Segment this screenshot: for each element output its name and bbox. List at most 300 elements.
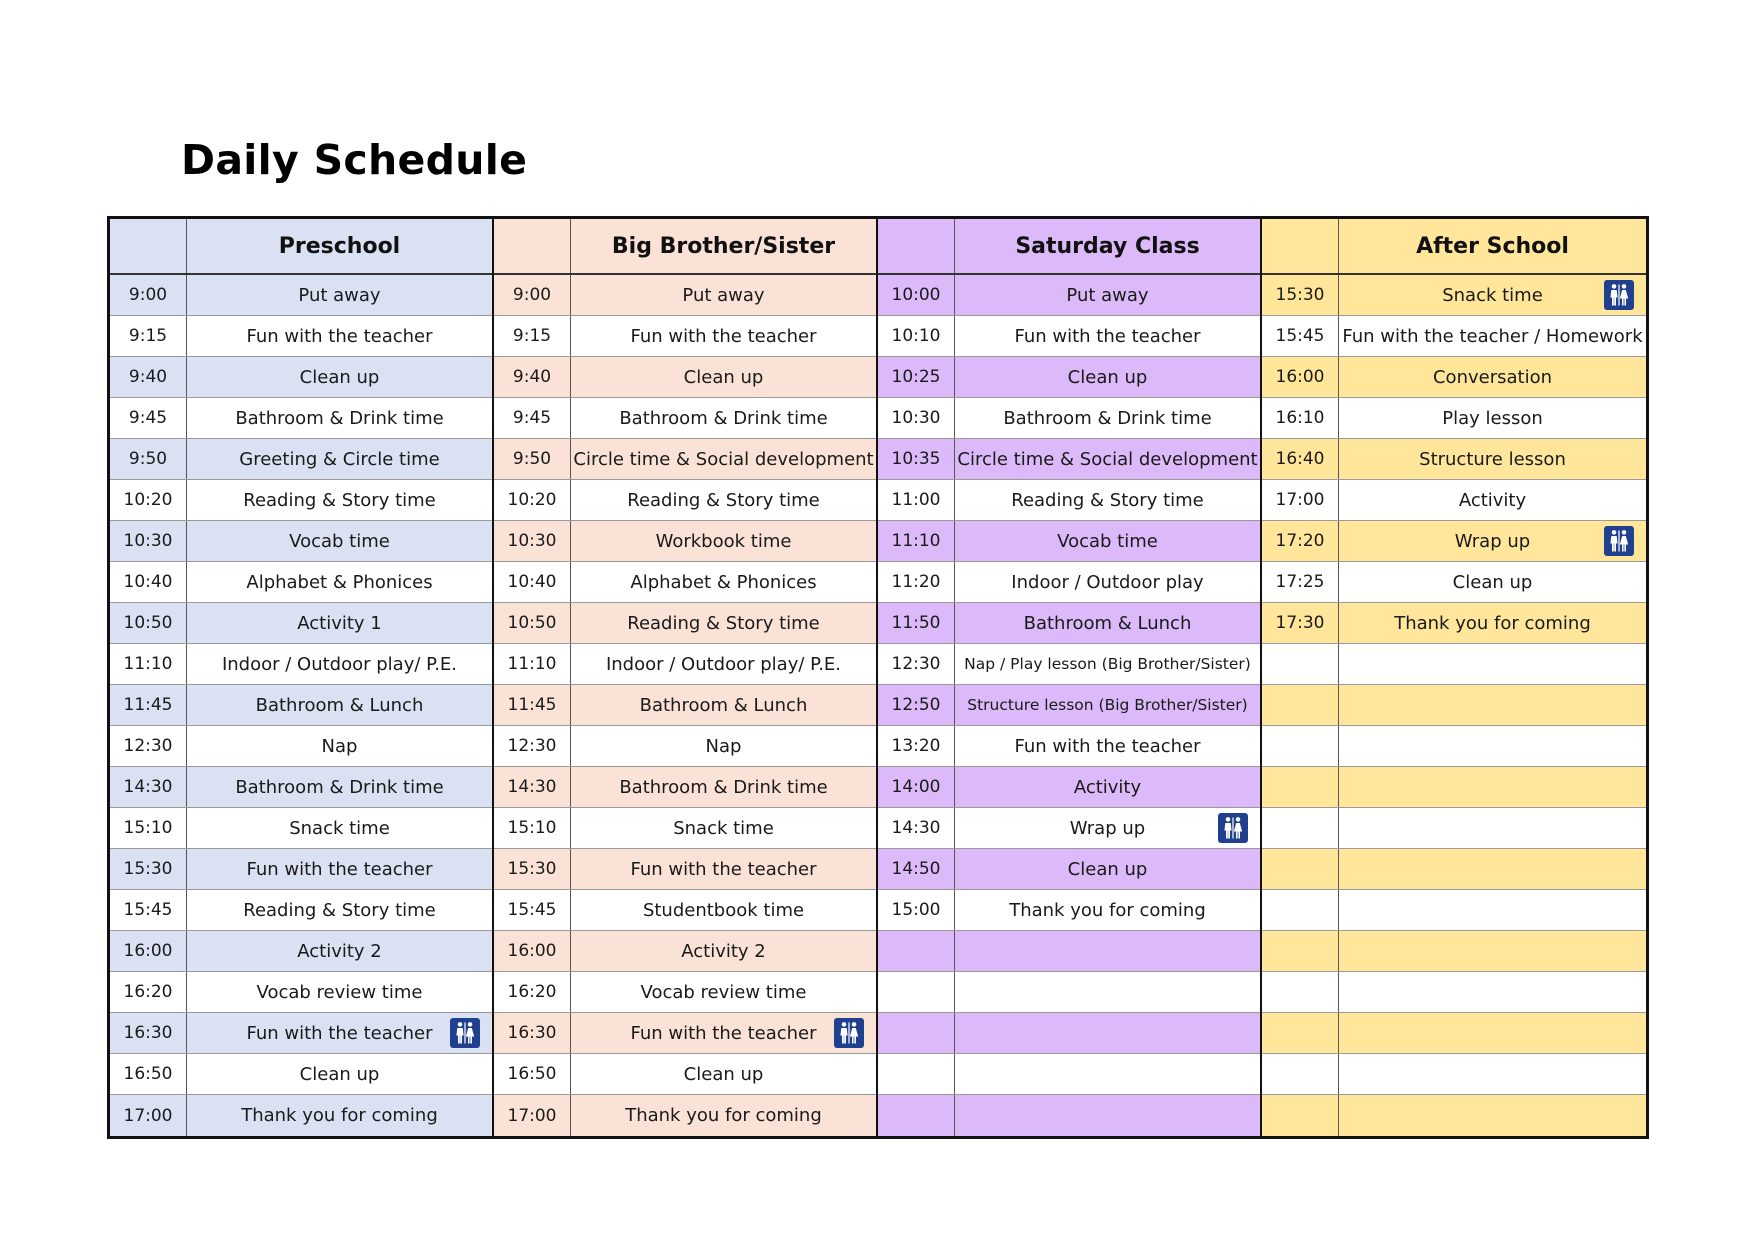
schedule-row	[1262, 521, 1646, 562]
activity-label: Vocab review time	[256, 981, 423, 1003]
time-cell: 10:30	[110, 521, 187, 561]
activity-cell	[571, 1095, 876, 1136]
section-title: After School	[1416, 233, 1569, 259]
activity-label: Bathroom & Drink time	[619, 407, 828, 429]
activity-label: Clean up	[1067, 366, 1148, 388]
time-cell	[878, 1095, 955, 1136]
page-title: Daily Schedule	[181, 136, 528, 184]
activity-cell	[955, 357, 1260, 397]
schedule-row	[494, 439, 876, 480]
schedule-row	[878, 767, 1260, 808]
activity-cell	[187, 685, 492, 725]
activity-label: Bathroom & Lunch	[255, 694, 424, 716]
schedule-row	[878, 972, 1260, 1013]
time-cell: 9:40	[494, 357, 571, 397]
schedule-row	[1262, 439, 1646, 480]
activity-label: Snack time	[1442, 284, 1543, 306]
time-cell: 12:50	[878, 685, 955, 725]
activity-cell	[1339, 562, 1646, 602]
activity-cell	[955, 849, 1260, 889]
schedule-row	[1262, 849, 1646, 890]
time-cell: 16:50	[110, 1054, 187, 1094]
restroom-icon	[834, 1018, 864, 1048]
activity-label: Conversation	[1432, 366, 1552, 388]
activity-cell	[955, 480, 1260, 520]
activity-cell	[1339, 767, 1646, 807]
activity-cell	[955, 1013, 1260, 1053]
activity-label: Structure lesson (Big Brother/Sister)	[967, 696, 1248, 714]
schedule-row	[494, 972, 876, 1013]
activity-label: Activity	[1458, 489, 1527, 511]
activity-cell	[1339, 1095, 1646, 1136]
activity-cell	[1339, 849, 1646, 889]
activity-cell	[187, 603, 492, 643]
activity-cell	[187, 562, 492, 602]
time-cell: 15:45	[110, 890, 187, 930]
activity-cell	[571, 398, 876, 438]
time-cell: 15:45	[494, 890, 571, 930]
activity-label: Reading & Story time	[243, 489, 436, 511]
activity-cell	[571, 685, 876, 725]
activity-cell	[1339, 808, 1646, 848]
time-cell: 16:20	[110, 972, 187, 1012]
activity-cell	[571, 357, 876, 397]
time-cell: 10:40	[494, 562, 571, 602]
activity-cell	[187, 439, 492, 479]
schedule-row	[110, 931, 492, 972]
schedule-row	[494, 1054, 876, 1095]
header-time-cell	[494, 219, 571, 273]
schedule-row	[494, 357, 876, 398]
time-cell: 12:30	[878, 644, 955, 684]
schedule-row	[110, 972, 492, 1013]
activity-label: Nap	[321, 735, 358, 757]
header-time-cell	[1262, 219, 1339, 273]
time-cell: 10:50	[494, 603, 571, 643]
time-cell: 11:45	[494, 685, 571, 725]
activity-cell	[571, 931, 876, 971]
time-cell	[878, 1054, 955, 1094]
section-saturday-class	[878, 219, 1262, 1136]
time-cell: 11:10	[110, 644, 187, 684]
time-cell: 9:40	[110, 357, 187, 397]
activity-label: Bathroom & Drink time	[619, 776, 828, 798]
section-header	[110, 219, 492, 275]
time-cell: 15:30	[110, 849, 187, 889]
time-cell: 14:30	[110, 767, 187, 807]
activity-label: Snack time	[289, 817, 390, 839]
activity-cell	[955, 972, 1260, 1012]
schedule-row	[110, 439, 492, 480]
schedule-row	[1262, 603, 1646, 644]
activity-label: Activity 2	[297, 940, 382, 962]
schedule-row	[1262, 931, 1646, 972]
activity-label: Clean up	[299, 1063, 380, 1085]
activity-label: Thank you for coming	[1394, 612, 1591, 634]
time-cell: 9:45	[494, 398, 571, 438]
activity-cell	[187, 767, 492, 807]
time-cell: 14:30	[878, 808, 955, 848]
schedule-row	[878, 275, 1260, 316]
schedule-row	[110, 480, 492, 521]
section-header	[878, 219, 1260, 275]
schedule-row	[878, 726, 1260, 767]
time-cell	[1262, 931, 1339, 971]
section-title: Preschool	[278, 233, 401, 259]
time-cell: 9:50	[494, 439, 571, 479]
time-cell: 9:50	[110, 439, 187, 479]
time-cell: 10:30	[878, 398, 955, 438]
schedule-row	[1262, 644, 1646, 685]
activity-cell	[187, 890, 492, 930]
activity-label: Wrap up	[1454, 530, 1531, 552]
time-cell	[1262, 685, 1339, 725]
time-cell: 10:10	[878, 316, 955, 356]
restroom-icon	[450, 1018, 480, 1048]
activity-cell	[955, 316, 1260, 356]
activity-label: Indoor / Outdoor play/ P.E.	[605, 653, 842, 675]
activity-cell	[1339, 398, 1646, 438]
schedule-row	[1262, 275, 1646, 316]
activity-label: Fun with the teacher	[1014, 325, 1201, 347]
time-cell: 11:10	[878, 521, 955, 561]
activity-label: Reading & Story time	[243, 899, 436, 921]
time-cell: 15:10	[110, 808, 187, 848]
activity-cell	[1339, 644, 1646, 684]
activity-label: Nap / Play lesson (Big Brother/Sister)	[964, 655, 1251, 673]
activity-label: Reading & Story time	[627, 489, 820, 511]
schedule-row	[878, 1095, 1260, 1136]
time-cell: 10:25	[878, 357, 955, 397]
schedule-row	[494, 685, 876, 726]
activity-cell	[1339, 316, 1646, 356]
schedule-row	[878, 890, 1260, 931]
activity-label: Alphabet & Phonices	[630, 571, 817, 593]
header-time-cell	[110, 219, 187, 273]
activity-label: Wrap up	[1069, 817, 1146, 839]
time-cell: 17:30	[1262, 603, 1339, 643]
activity-cell	[1339, 1013, 1646, 1053]
time-cell	[1262, 1095, 1339, 1136]
activity-cell	[187, 849, 492, 889]
activity-label: Thank you for coming	[1009, 899, 1206, 921]
activity-cell	[955, 726, 1260, 766]
activity-cell	[955, 808, 1260, 848]
activity-label: Reading & Story time	[1011, 489, 1204, 511]
activity-label: Nap	[705, 735, 742, 757]
activity-cell	[1339, 685, 1646, 725]
time-cell: 14:50	[878, 849, 955, 889]
schedule-row	[878, 603, 1260, 644]
activity-cell	[187, 931, 492, 971]
time-cell: 11:50	[878, 603, 955, 643]
activity-label: Fun with the teacher	[246, 858, 433, 880]
activity-label: Clean up	[683, 1063, 764, 1085]
time-cell: 9:00	[110, 275, 187, 315]
schedule-row	[110, 357, 492, 398]
activity-label: Bathroom & Drink time	[1003, 407, 1212, 429]
activity-label: Fun with the teacher	[630, 1022, 817, 1044]
schedule-row	[1262, 1054, 1646, 1095]
schedule-row	[1262, 357, 1646, 398]
activity-cell	[955, 562, 1260, 602]
activity-label: Fun with the teacher	[246, 325, 433, 347]
activity-cell	[571, 890, 876, 930]
time-cell: 16:30	[494, 1013, 571, 1053]
activity-cell	[955, 1095, 1260, 1136]
activity-label: Clean up	[1452, 571, 1533, 593]
activity-cell	[1339, 972, 1646, 1012]
schedule-row	[494, 398, 876, 439]
time-cell: 16:50	[494, 1054, 571, 1094]
time-cell	[1262, 1054, 1339, 1094]
activity-label: Clean up	[1067, 858, 1148, 880]
activity-cell	[1339, 726, 1646, 766]
time-cell	[878, 931, 955, 971]
activity-label: Alphabet & Phonices	[246, 571, 433, 593]
schedule-row	[494, 521, 876, 562]
time-cell: 17:00	[1262, 480, 1339, 520]
time-cell: 17:00	[110, 1095, 187, 1136]
activity-cell	[955, 890, 1260, 930]
schedule-row	[494, 644, 876, 685]
activity-label: Thank you for coming	[241, 1105, 438, 1126]
activity-cell	[955, 767, 1260, 807]
activity-cell	[955, 603, 1260, 643]
activity-cell	[571, 603, 876, 643]
section-title: Big Brother/Sister	[611, 233, 836, 259]
activity-label: Circle time & Social development	[957, 448, 1258, 470]
schedule-row	[110, 808, 492, 849]
schedule-row	[1262, 767, 1646, 808]
schedule-row	[878, 808, 1260, 849]
activity-cell	[187, 972, 492, 1012]
time-cell	[1262, 890, 1339, 930]
activity-cell	[571, 1054, 876, 1094]
schedule-row	[494, 1095, 876, 1136]
activity-cell	[1339, 890, 1646, 930]
activity-cell	[187, 644, 492, 684]
activity-label: Thank you for coming	[625, 1105, 822, 1126]
section-after-school	[1262, 219, 1646, 1136]
activity-cell	[571, 972, 876, 1012]
activity-cell	[571, 275, 876, 315]
schedule-row	[878, 1054, 1260, 1095]
time-cell: 9:15	[110, 316, 187, 356]
header-time-cell	[878, 219, 955, 273]
activity-label: Vocab time	[1057, 530, 1158, 552]
schedule-row	[110, 316, 492, 357]
schedule-row	[494, 890, 876, 931]
time-cell: 11:20	[878, 562, 955, 602]
activity-cell	[571, 480, 876, 520]
activity-cell	[1339, 480, 1646, 520]
activity-label: Vocab time	[289, 530, 390, 552]
activity-label: Bathroom & Lunch	[1023, 612, 1192, 634]
activity-cell	[571, 562, 876, 602]
time-cell: 11:45	[110, 685, 187, 725]
activity-label: Activity	[1073, 776, 1142, 798]
schedule-table	[107, 216, 1649, 1139]
time-cell: 14:30	[494, 767, 571, 807]
activity-cell	[955, 644, 1260, 684]
schedule-row	[878, 562, 1260, 603]
time-cell	[1262, 644, 1339, 684]
activity-label: Snack time	[673, 817, 774, 839]
schedule-row	[1262, 1095, 1646, 1136]
schedule-row	[110, 767, 492, 808]
activity-label: Bathroom & Drink time	[235, 407, 444, 429]
activity-label: Clean up	[683, 366, 764, 388]
time-cell	[1262, 726, 1339, 766]
time-cell: 10:35	[878, 439, 955, 479]
activity-cell	[571, 849, 876, 889]
activity-cell	[187, 726, 492, 766]
time-cell	[1262, 1013, 1339, 1053]
activity-label: Clean up	[299, 366, 380, 388]
schedule-row	[878, 480, 1260, 521]
activity-cell	[571, 644, 876, 684]
activity-cell	[571, 726, 876, 766]
schedule-row	[878, 316, 1260, 357]
schedule-row	[878, 931, 1260, 972]
time-cell	[1262, 808, 1339, 848]
activity-label: Activity 2	[681, 940, 766, 962]
schedule-row	[494, 931, 876, 972]
schedule-row	[110, 726, 492, 767]
activity-cell	[955, 275, 1260, 315]
schedule-row	[1262, 398, 1646, 439]
activity-cell	[1339, 521, 1646, 561]
time-cell: 10:20	[494, 480, 571, 520]
time-cell	[1262, 767, 1339, 807]
activity-cell	[1339, 357, 1646, 397]
schedule-row	[878, 685, 1260, 726]
activity-label: Fun with the teacher / Homework	[1342, 325, 1643, 347]
activity-cell	[955, 1054, 1260, 1094]
schedule-row	[110, 562, 492, 603]
section-header	[494, 219, 876, 275]
section-preschool	[110, 219, 494, 1136]
time-cell: 17:25	[1262, 562, 1339, 602]
time-cell: 16:00	[110, 931, 187, 971]
schedule-row	[494, 808, 876, 849]
schedule-row	[110, 398, 492, 439]
schedule-row	[878, 521, 1260, 562]
schedule-row	[878, 644, 1260, 685]
activity-label: Play lesson	[1442, 407, 1543, 429]
time-cell: 15:30	[1262, 275, 1339, 315]
activity-cell	[571, 316, 876, 356]
time-cell: 9:15	[494, 316, 571, 356]
activity-label: Fun with the teacher	[630, 325, 817, 347]
time-cell: 15:00	[878, 890, 955, 930]
activity-label: Studentbook time	[642, 899, 805, 921]
activity-cell	[1339, 931, 1646, 971]
activity-label: Put away	[298, 284, 381, 306]
time-cell: 15:45	[1262, 316, 1339, 356]
activity-cell	[187, 357, 492, 397]
schedule-row	[494, 1013, 876, 1054]
schedule-row	[1262, 1013, 1646, 1054]
activity-cell	[571, 1013, 876, 1053]
activity-label: Indoor / Outdoor play/ P.E.	[221, 653, 458, 675]
schedule-row	[1262, 972, 1646, 1013]
time-cell: 16:40	[1262, 439, 1339, 479]
activity-label: Put away	[1066, 284, 1149, 306]
schedule-row	[878, 849, 1260, 890]
schedule-row	[494, 562, 876, 603]
schedule-row	[494, 480, 876, 521]
schedule-row	[110, 603, 492, 644]
schedule-row	[110, 890, 492, 931]
section-big-brother-sister	[494, 219, 878, 1136]
activity-label: Bathroom & Drink time	[235, 776, 444, 798]
activity-cell	[571, 767, 876, 807]
schedule-row	[1262, 808, 1646, 849]
activity-label: Bathroom & Lunch	[639, 694, 808, 716]
activity-cell	[571, 521, 876, 561]
time-cell: 11:10	[494, 644, 571, 684]
schedule-row	[494, 849, 876, 890]
time-cell	[878, 1013, 955, 1053]
activity-cell	[187, 1095, 492, 1136]
activity-cell	[187, 275, 492, 315]
time-cell: 16:20	[494, 972, 571, 1012]
activity-cell	[187, 521, 492, 561]
schedule-row	[494, 726, 876, 767]
activity-label: Fun with the teacher	[246, 1022, 433, 1044]
time-cell: 13:20	[878, 726, 955, 766]
time-cell: 16:30	[110, 1013, 187, 1053]
schedule-row	[110, 521, 492, 562]
activity-label: Fun with the teacher	[630, 858, 817, 880]
activity-cell	[1339, 1054, 1646, 1094]
activity-label: Indoor / Outdoor play	[1011, 571, 1204, 593]
activity-cell	[571, 808, 876, 848]
time-cell: 15:30	[494, 849, 571, 889]
schedule-row	[110, 1013, 492, 1054]
schedule-row	[878, 398, 1260, 439]
activity-cell	[187, 316, 492, 356]
schedule-row	[1262, 562, 1646, 603]
activity-cell	[955, 521, 1260, 561]
time-cell: 17:00	[494, 1095, 571, 1136]
activity-label: Fun with the teacher	[1014, 735, 1201, 757]
schedule-row	[1262, 316, 1646, 357]
activity-cell	[1339, 603, 1646, 643]
time-cell: 10:20	[110, 480, 187, 520]
activity-label: Workbook time	[655, 530, 792, 552]
activity-cell	[187, 808, 492, 848]
schedule-row	[1262, 726, 1646, 767]
section-title: Saturday Class	[1015, 233, 1200, 259]
schedule-row	[110, 849, 492, 890]
activity-cell	[955, 398, 1260, 438]
time-cell: 15:10	[494, 808, 571, 848]
schedule-row	[1262, 480, 1646, 521]
schedule-row	[1262, 890, 1646, 931]
schedule-row	[494, 316, 876, 357]
schedule-row	[110, 644, 492, 685]
schedule-row	[1262, 685, 1646, 726]
schedule-row	[110, 685, 492, 726]
schedule-row	[878, 357, 1260, 398]
time-cell: 16:00	[494, 931, 571, 971]
time-cell: 10:30	[494, 521, 571, 561]
activity-cell	[187, 398, 492, 438]
schedule-row	[110, 275, 492, 316]
